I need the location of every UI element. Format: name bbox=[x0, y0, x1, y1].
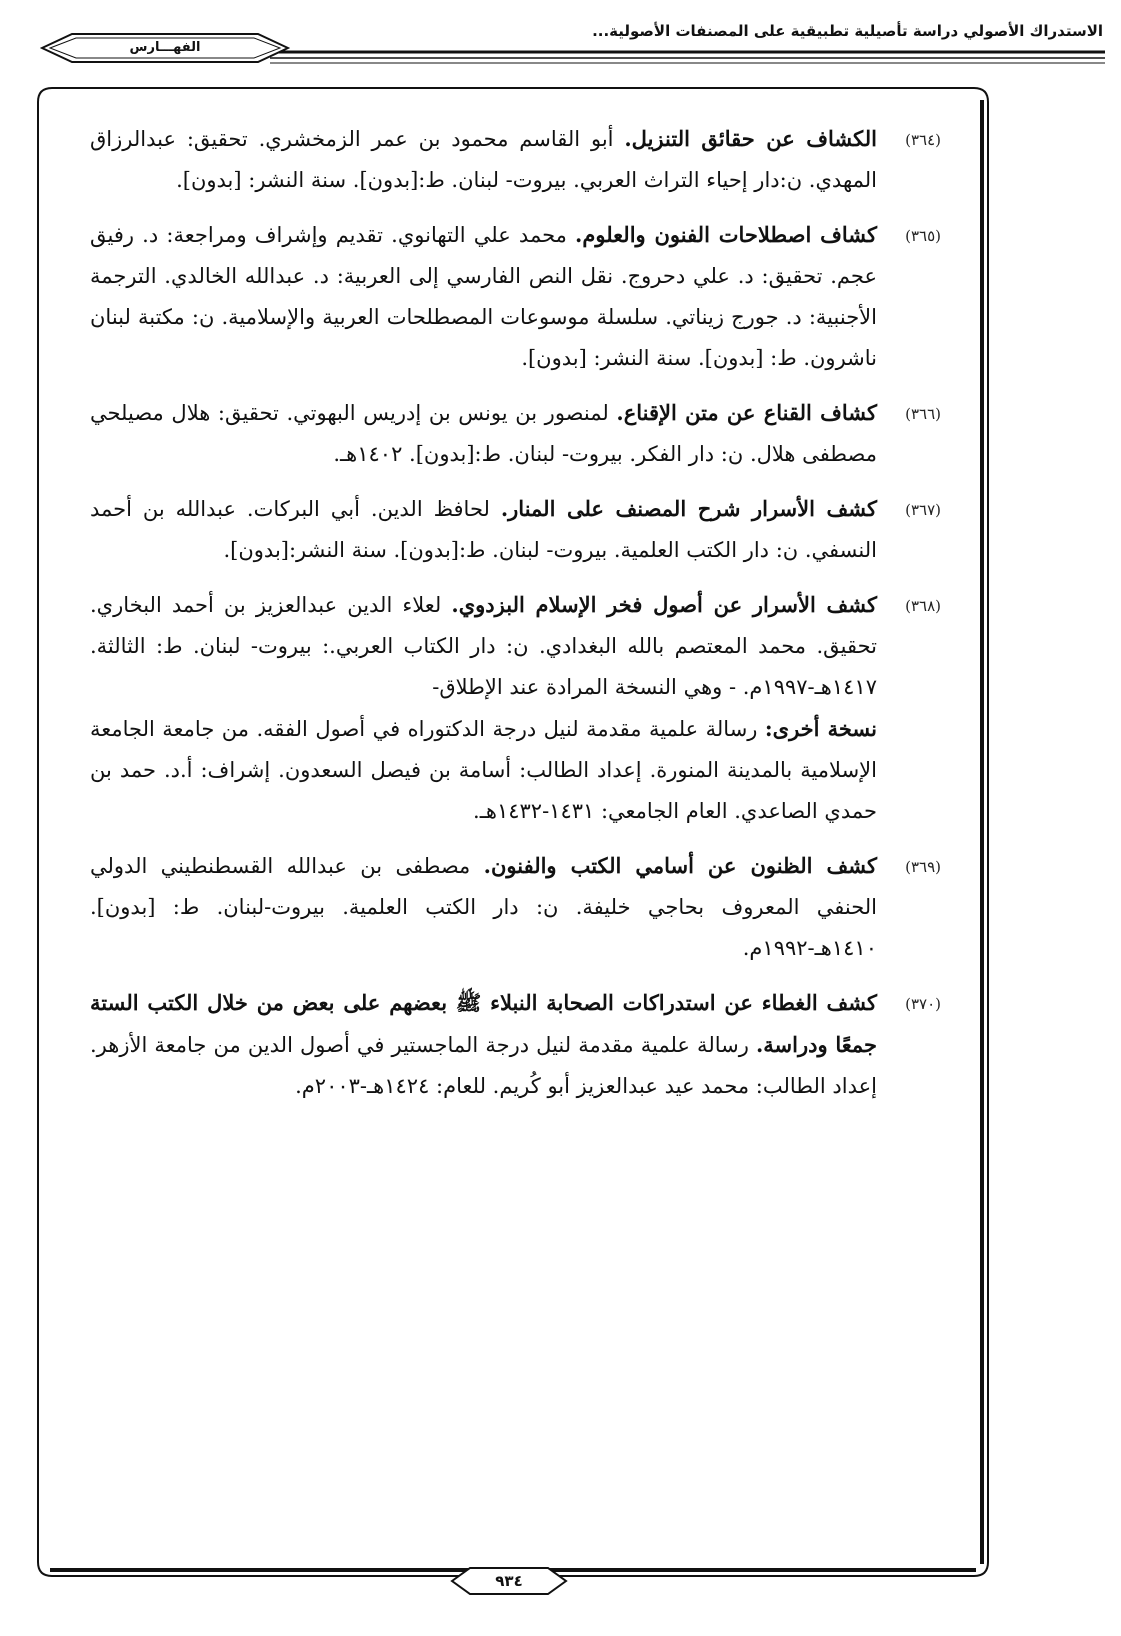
entry-number: (٣٦٥) bbox=[905, 227, 941, 245]
entry-details: لعلاء الدين عبدالعزيز بن أحمد البخاري. تحقيق. محمد المعتصم بالله البغدادي. ن: دار الكتاب العربي.: بيروت- لبنان. ط: الثالثة. ١٤١٧هـ-١٩٩٧م. - وهي النسخة المرادة عند الإطلاق- bbox=[90, 593, 877, 699]
entry-title: كشاف اصطلاحات الفنون والعلوم. bbox=[575, 222, 877, 247]
entry-details: رسالة علمية مقدمة لنيل درجة الماجستير في أصول الدين من جامعة الأزهر. إعداد الطالب: محمد عيد عبدالعزيز أبو كُريم. للعام: ١٤٢٤هـ-٢٠٠٣م. bbox=[90, 1033, 877, 1098]
page-number-badge bbox=[450, 1565, 568, 1597]
bib-entry bbox=[90, 118, 941, 201]
page-number: ٩٣٤ bbox=[495, 1572, 523, 1590]
book-title: الاستدراك الأصولي دراسة تأصيلية تطبيقية على المصنفات الأصولية... bbox=[592, 22, 1103, 40]
bib-entry bbox=[90, 392, 941, 475]
entry-details: لحافظ الدين. أبي البركات. عبدالله بن أحمد النسفي. ن: دار الكتب العلمية. بيروت- لبنان. ط:[بدون]. سنة النشر:[بدون]. bbox=[90, 497, 877, 562]
bib-entry bbox=[90, 845, 941, 969]
entry-number: (٣٧٠) bbox=[905, 995, 941, 1013]
entry-title: الكشاف عن حقائق التنزيل. bbox=[624, 126, 877, 151]
alternate-edition-label: نسخة أخرى: bbox=[764, 716, 877, 741]
bib-entry bbox=[90, 982, 941, 1107]
entry-title: كشاف القناع عن متن الإقناع. bbox=[616, 400, 877, 425]
page-header bbox=[0, 0, 1121, 70]
entry-title: كشف الأسرار عن أصول فخر الإسلام البزدوي. bbox=[451, 592, 877, 617]
bib-entry bbox=[90, 214, 941, 379]
alternate-edition bbox=[90, 708, 877, 832]
bib-entry bbox=[90, 584, 941, 832]
entry-details: محمد علي التهانوي. تقديم وإشراف ومراجعة: د. رفيق عجم. تحقيق: د. علي دحروج. نقل النص الفارسي إلى العربية: د. عبدالله الخالدي. الترجمة الأجنبية: د. جورج زيناتي. سلسلة موسوعات المصطلحات العربية والإسلامية. ن: مكتبة لبنان ناشرون. ط: [بدون]. سنة النشر: [بدون]. bbox=[90, 223, 877, 370]
entry-number: (٣٦٦) bbox=[905, 405, 941, 423]
entry-number: (٣٦٤) bbox=[905, 131, 941, 149]
entry-details: مصطفى بن عبدالله القسطنطيني الدولي الحنفي المعروف بحاجي خليفة. ن: دار الكتب العلمية. بيروت-لبنان. ط: [بدون]. ١٤١٠هـ-١٩٩٢م. bbox=[90, 854, 877, 960]
bib-entry bbox=[90, 488, 941, 571]
entry-details: أبو القاسم محمود بن عمر الزمخشري. تحقيق: عبدالرزاق المهدي. ن:دار إحياء التراث العربي. بيروت- لبنان. ط:[بدون]. سنة النشر: [بدون]. bbox=[90, 127, 877, 192]
entry-number: (٣٦٧) bbox=[905, 501, 941, 519]
bibliography-list bbox=[90, 118, 941, 1120]
entry-number: (٣٦٩) bbox=[905, 858, 941, 876]
entry-number: (٣٦٨) bbox=[905, 597, 941, 615]
section-tag-label: الفهـــارس bbox=[129, 40, 201, 55]
alternate-edition-details: رسالة علمية مقدمة لنيل درجة الدكتوراه في أصول الفقه. من جامعة الجامعة الإسلامية بالمدينة المنورة. إعداد الطالب: أسامة بن فيصل السعدون. إشراف: أ.د. حمد بن حمدي الصاعدي. العام الجامعي: ١٤٣١-١٤٣٢هـ. bbox=[90, 717, 877, 823]
entry-title: كشف الظنون عن أسامي الكتب والفنون. bbox=[483, 853, 877, 878]
entry-title: كشف الغطاء عن استدراكات الصحابة النبلاء ﷺ بعضهم على بعض من خلال الكتب الستة جمعًا ودراسة. bbox=[90, 990, 877, 1057]
section-tag bbox=[40, 30, 290, 66]
entry-title: كشف الأسرار شرح المصنف على المنار. bbox=[500, 496, 877, 521]
entry-details: لمنصور بن يونس بن إدريس البهوتي. تحقيق: هلال مصيلحي مصطفى هلال. ن: دار الفكر. بيروت- لبنان. ط:[بدون]. ١٤٠٢هـ. bbox=[90, 401, 877, 466]
